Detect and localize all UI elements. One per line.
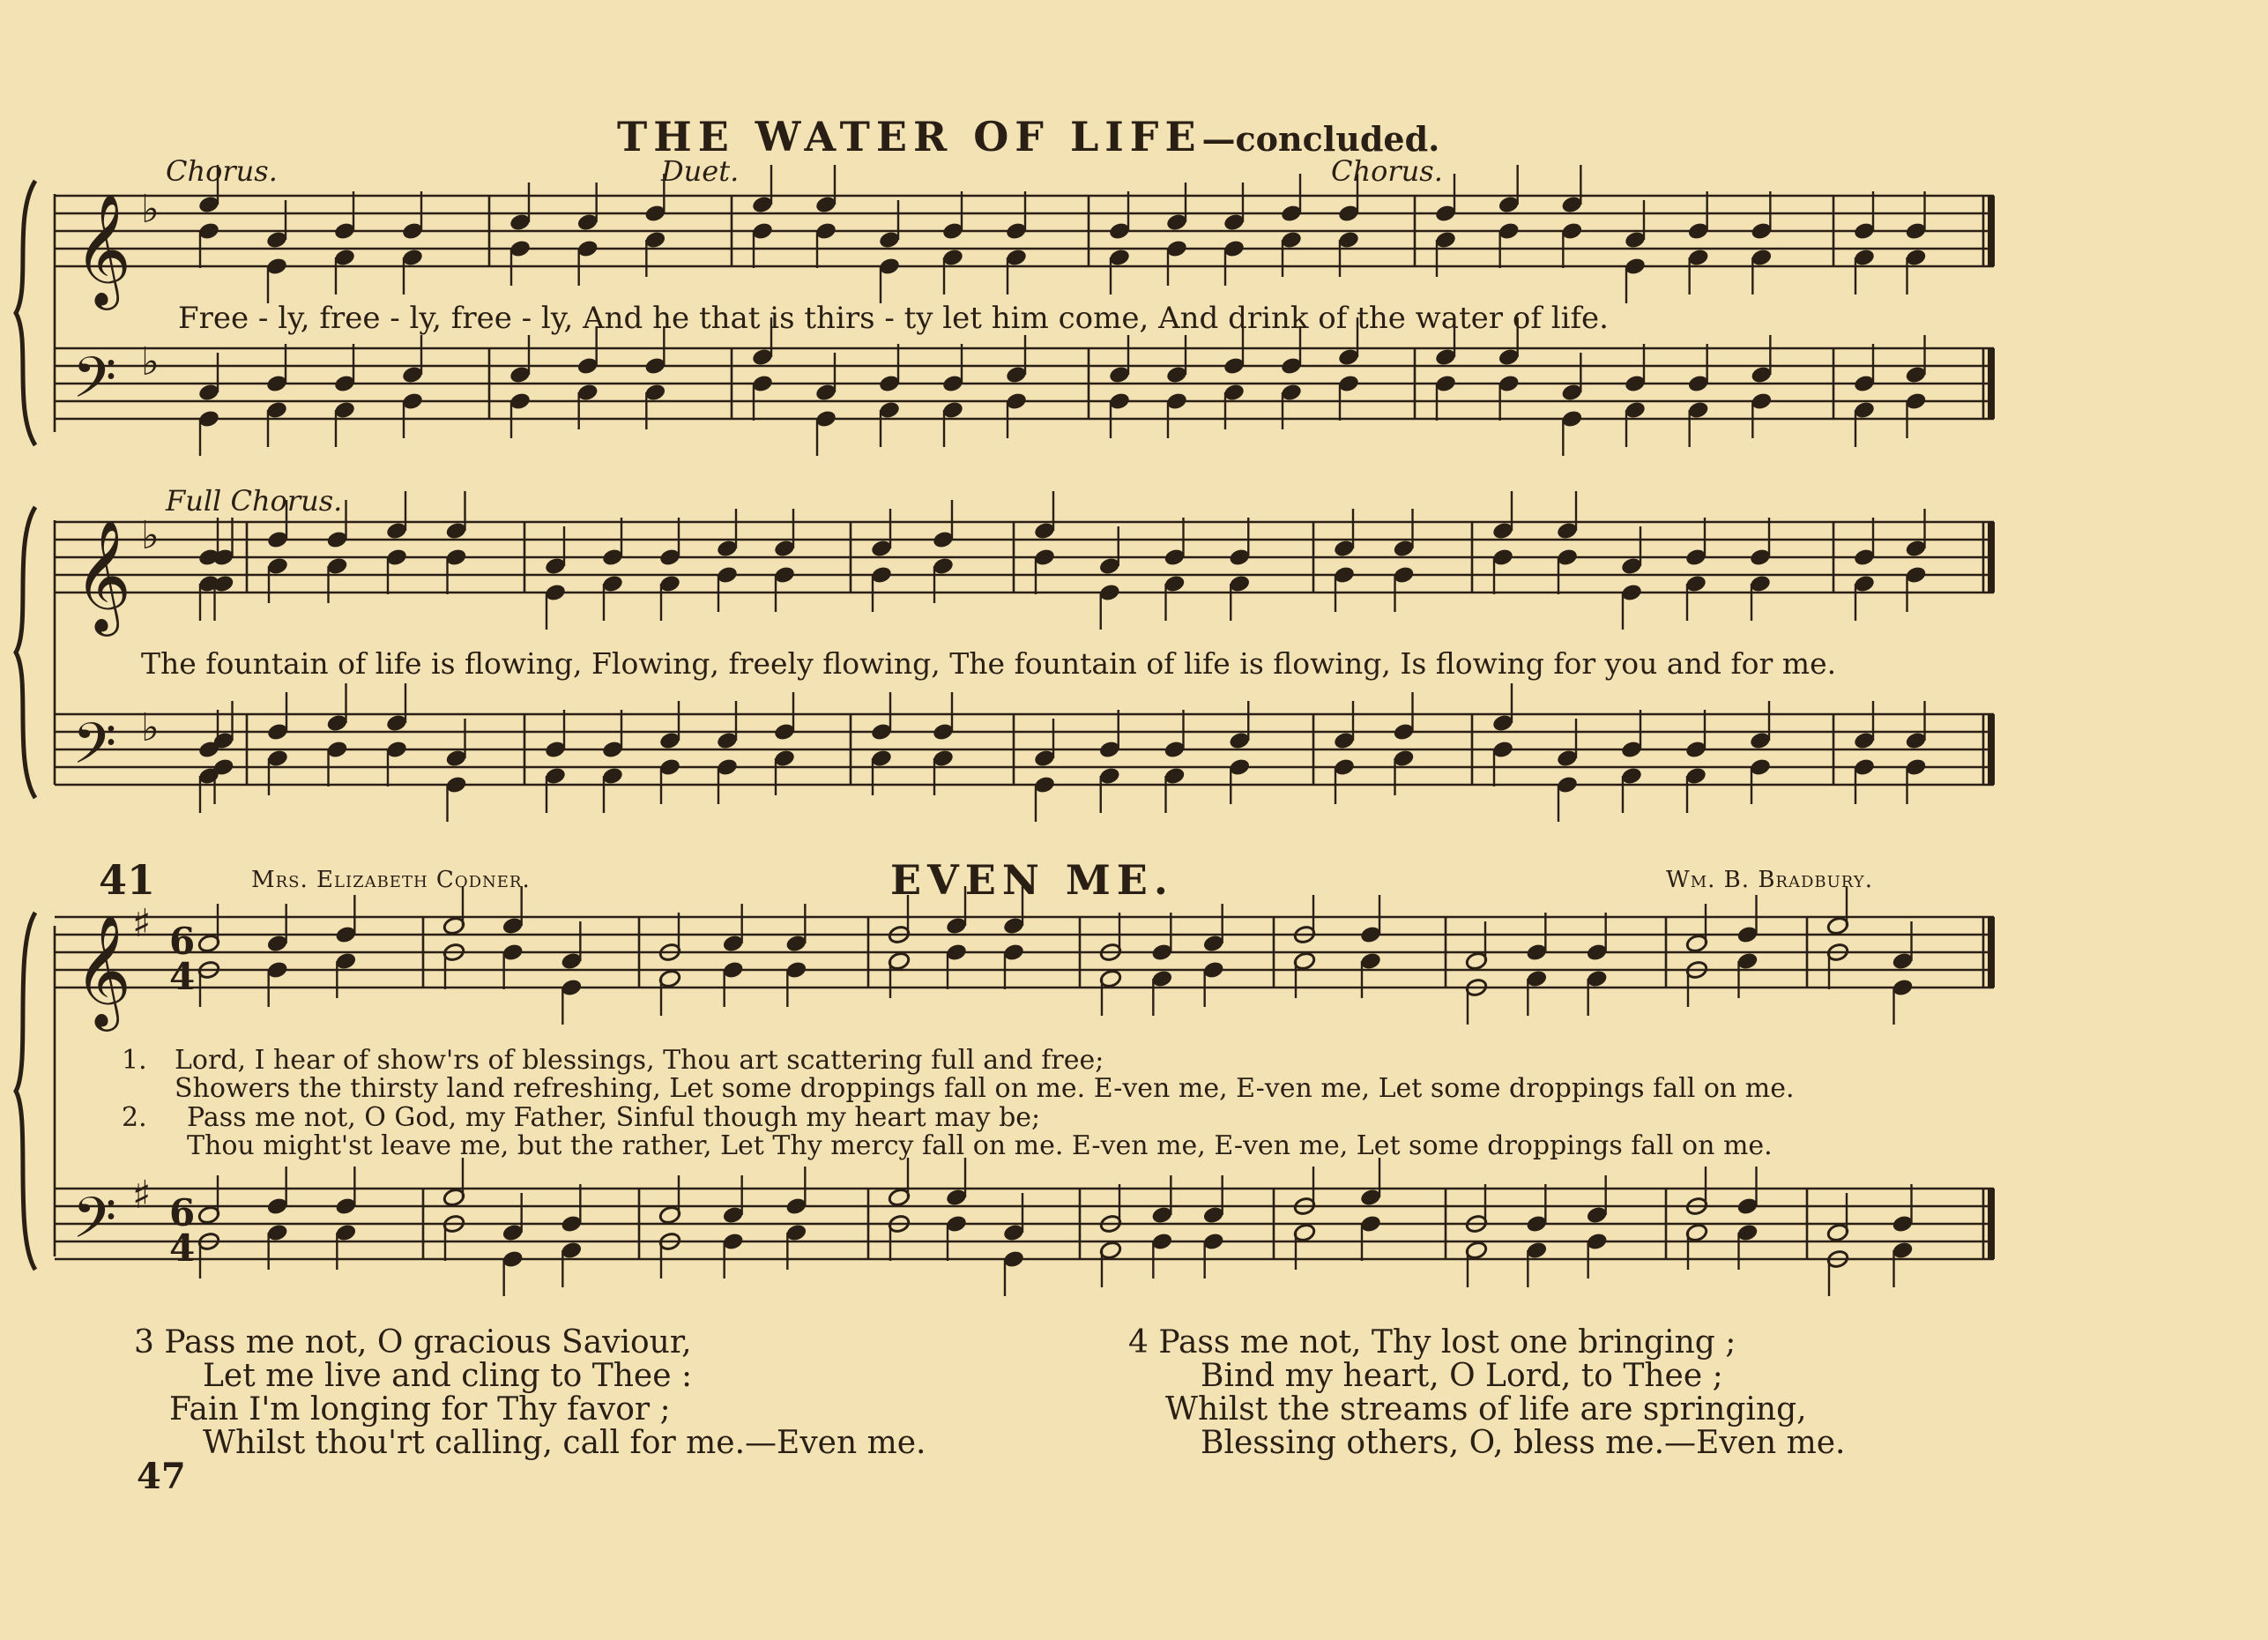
- composer: Wm. B. Bradbury.: [1666, 867, 1873, 893]
- bass-clef: 𝄢: [72, 712, 117, 791]
- system-brace: [16, 913, 35, 1270]
- treble-clef: 𝄞: [74, 913, 132, 1026]
- hymn-number: 41: [99, 856, 156, 904]
- verse4-line: Whilst the streams of life are springing,: [1165, 1391, 1807, 1428]
- chorus-mark-2: Chorus.: [1331, 154, 1443, 188]
- verse3-line: 3 Pass me not, O gracious Saviour,: [134, 1324, 692, 1360]
- verse4-line: 4 Pass me not, Thy lost one bringing ;: [1128, 1324, 1736, 1360]
- lyrics-line-1: Free - ly, free - ly, free - ly, And he that is thirs - ty let him come, And drink of the water of life.: [178, 301, 1609, 336]
- verse3-line: Whilst thou'rt calling, call for me.—Even me.: [203, 1425, 926, 1461]
- section1-title-suffix: —concluded.: [1201, 119, 1440, 159]
- verse1-number: 1.: [122, 1045, 147, 1076]
- verse2-line2: Thou might'st leave me, but the rather, Let Thy mercy fall on me. E-ven me, E-ven me, Let some droppings fall on me.: [187, 1130, 1773, 1161]
- verse1-line1: Lord, I hear of show'rs of blessings, Thou art scattering full and free;: [175, 1045, 1104, 1076]
- key-signature: ♯: [132, 901, 152, 946]
- system-brace: [16, 181, 35, 445]
- bass-clef: 𝄢: [72, 1186, 117, 1265]
- time-signature-top: 6: [169, 1191, 196, 1234]
- key-signature: ♭: [141, 513, 160, 558]
- bass-clef: 𝄢: [72, 346, 117, 425]
- author: Mrs. Elizabeth Codner.: [251, 867, 531, 893]
- full-chorus-mark: Full Chorus.: [166, 484, 343, 518]
- section1-title-main: THE WATER OF LIFE: [617, 113, 1202, 160]
- chorus-mark-1: Chorus.: [166, 154, 278, 188]
- key-signature: ♯: [132, 1173, 152, 1218]
- time-signature-bottom: 4: [169, 955, 196, 998]
- verse4-line: Blessing others, O, bless me.—Even me.: [1201, 1425, 1846, 1461]
- section1-title: [617, 113, 1440, 160]
- verse3-line: Fain I'm longing for Thy favor ;: [169, 1391, 671, 1428]
- key-signature: ♭: [141, 705, 160, 750]
- verse3-line: Let me live and cling to Thee :: [203, 1358, 693, 1394]
- page-number: 47: [137, 1456, 186, 1497]
- lyrics-line-2: The fountain of life is flowing, Flowing, freely flowing, The fountain of life is flowing, Is flowing for you and for me.: [141, 646, 1837, 681]
- section2-title: EVEN ME.: [890, 856, 1174, 904]
- treble-clef: 𝄞: [74, 518, 132, 631]
- verse2-line1: Pass me not, O God, my Father, Sinful though my heart may be;: [187, 1102, 1041, 1133]
- verse2-number: 2.: [122, 1102, 147, 1133]
- key-signature: ♭: [141, 339, 160, 384]
- verse4-line: Bind my heart, O Lord, to Thee ;: [1201, 1358, 1723, 1394]
- key-signature: ♭: [141, 187, 160, 232]
- treble-clef: 𝄞: [74, 192, 132, 305]
- verse1-line2: Showers the thirsty land refreshing, Let some droppings fall on me. E-ven me, E-ven me, Let some droppings fall on me.: [175, 1073, 1795, 1104]
- time-signature-top: 6: [169, 920, 196, 963]
- duet-mark: Duet.: [661, 154, 740, 188]
- system-brace: [16, 507, 35, 798]
- time-signature-bottom: 4: [169, 1226, 196, 1270]
